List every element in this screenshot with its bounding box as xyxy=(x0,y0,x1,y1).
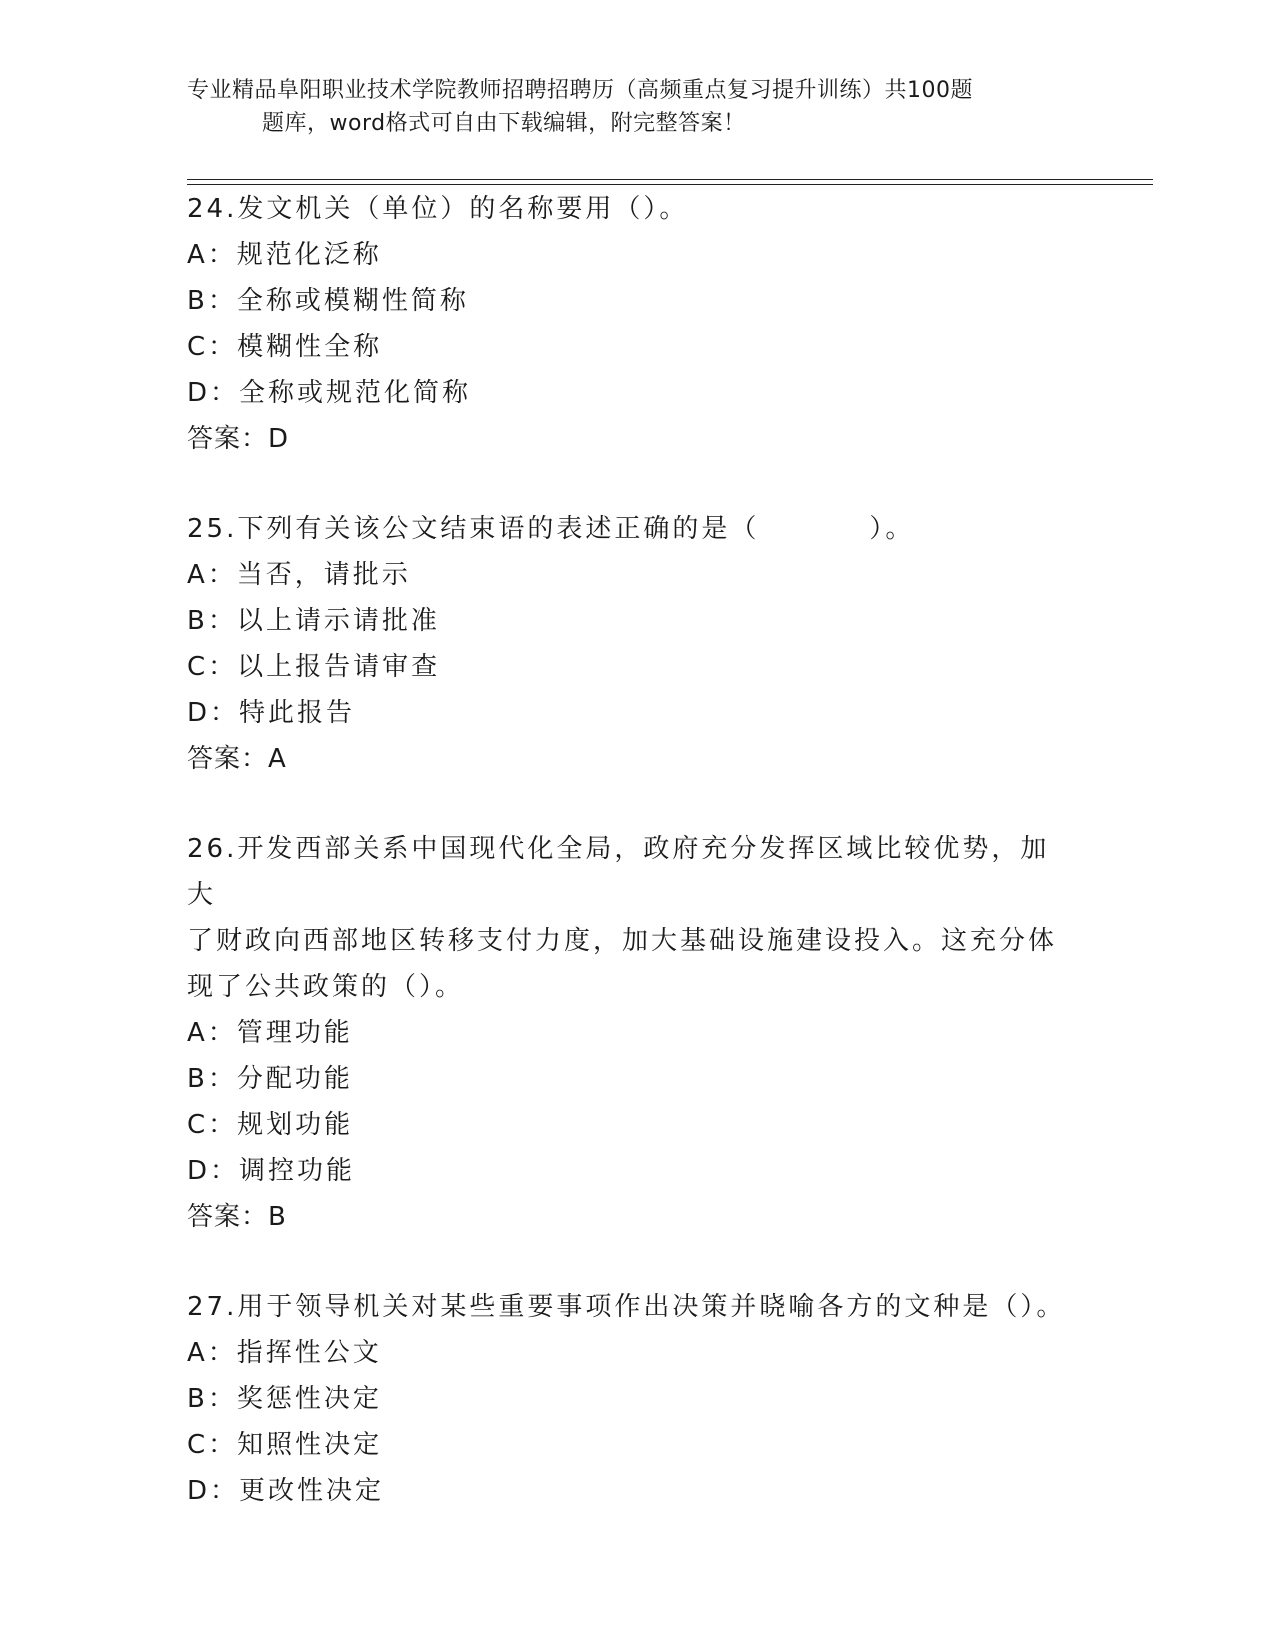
option-b: B：全称或模糊性简称 xyxy=(187,286,469,316)
header-line-1: 专业精品阜阳职业技术学院教师招聘招聘历（高频重点复习提升训练）共100题 xyxy=(187,78,973,103)
question-stem: 27.用于领导机关对某些重要事项作出决策并晓喻各方的文种是（）。 xyxy=(187,1292,1066,1322)
option-c: C：模糊性全称 xyxy=(187,332,383,362)
option-b: B：奖惩性决定 xyxy=(187,1384,382,1414)
option-a: A：管理功能 xyxy=(187,1018,353,1048)
question-stem-line-3: 现了公共政策的（）。 xyxy=(187,972,465,1002)
question-stem-line-2: 了财政向西部地区转移支付力度，加大基础设施建设投入。这充分体 xyxy=(187,926,1058,956)
header-divider-top xyxy=(187,179,1153,180)
question-27 xyxy=(187,1284,1067,1514)
option-a: A：当否，请批示 xyxy=(187,560,411,590)
question-list xyxy=(187,186,1067,1514)
question-stem-line-1: 26.开发西部关系中国现代化全局，政府充分发挥区域比较优势，加大 xyxy=(187,834,1050,910)
answer: 答案：A xyxy=(187,744,287,774)
option-a: A：规范化泛称 xyxy=(187,240,382,270)
question-stem-start: 25.下列有关该公文结束语的表述正确的是（ xyxy=(187,514,760,544)
question-stem xyxy=(187,506,1067,552)
option-b: B：分配功能 xyxy=(187,1064,353,1094)
option-d: D：调控功能 xyxy=(187,1156,356,1186)
question-25 xyxy=(187,506,1067,782)
header-divider-bottom xyxy=(187,184,1153,185)
option-d: D：特此报告 xyxy=(187,698,356,728)
question-24 xyxy=(187,186,1067,462)
option-d: D：更改性决定 xyxy=(187,1476,385,1506)
header-line-2: 题库，word格式可自由下载编辑，附完整答案！ xyxy=(262,111,746,136)
option-c: C：知照性决定 xyxy=(187,1430,383,1460)
option-c: C：规划功能 xyxy=(187,1110,354,1140)
document-header xyxy=(187,74,1087,140)
option-b: B：以上请示请批准 xyxy=(187,606,440,636)
question-stem-end: ）。 xyxy=(869,514,915,544)
answer: 答案：B xyxy=(187,1202,287,1232)
answer: 答案：D xyxy=(187,424,290,454)
option-c: C：以上报告请审查 xyxy=(187,652,441,682)
spacer xyxy=(187,462,1067,506)
question-stem: 24.发文机关（单位）的名称要用（）。 xyxy=(187,194,689,224)
question-26 xyxy=(187,826,1067,1240)
option-a: A：指挥性公文 xyxy=(187,1338,382,1368)
spacer xyxy=(187,782,1067,826)
spacer xyxy=(187,1240,1067,1284)
option-d: D：全称或规范化简称 xyxy=(187,378,472,408)
